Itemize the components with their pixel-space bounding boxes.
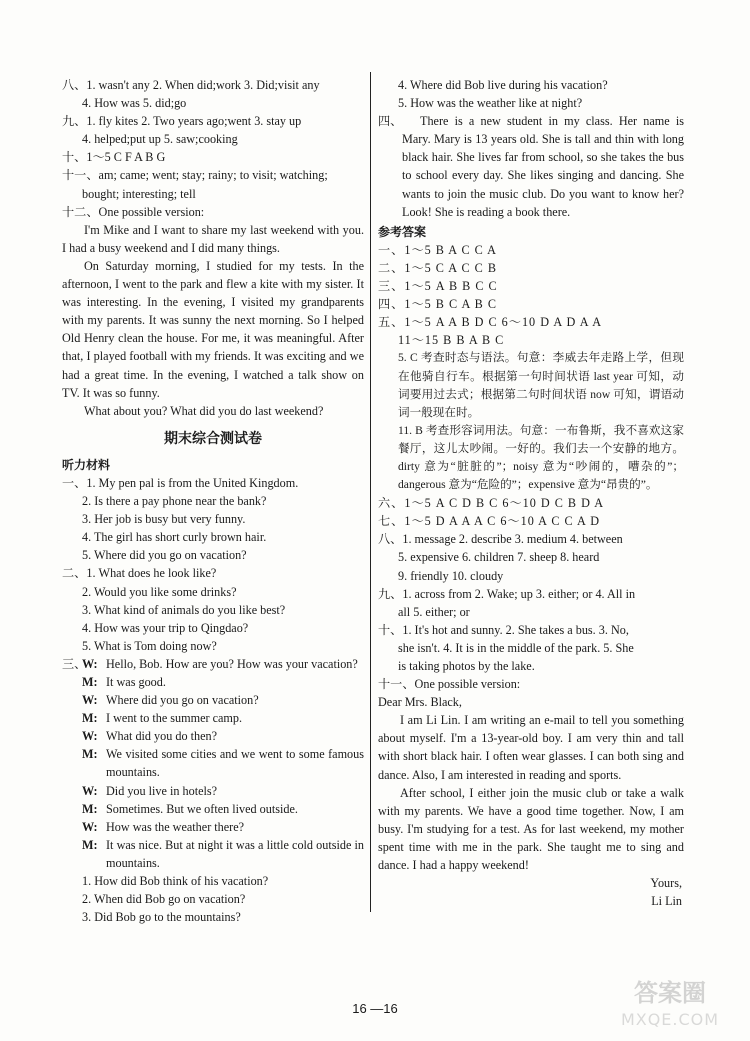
answer-note: 11. B 考查形容词用法。句意：一布鲁斯，我不喜欢这家餐厅，这儿太吵闹。一好的。我们去一个安静的地方。dirty 意为“脏脏的”；noisy 意为“吵闹的，嘈杂的”；dangerous 意为“危险的”；expensive 意为“昂贵的”。 <box>398 423 684 492</box>
exercise-10: 十、1～5 C F A B G <box>62 150 166 165</box>
exercise-12-heading: 十二、One possible version: <box>62 204 205 219</box>
text-line: bought; interesting; tell <box>82 186 196 201</box>
list-item: 1. How did Bob think of his vacation? <box>82 874 269 889</box>
list-item: 3. Did Bob go to the mountains? <box>82 910 241 925</box>
dialog-text: Did you live in hotels? <box>106 783 218 798</box>
dialog-line <box>62 745 364 781</box>
speaker-label: M: <box>82 837 98 852</box>
answer-line: 十、1. It's hot and sunny. 2. She takes a bus. 3. No, <box>378 622 629 637</box>
dialog-text: Hello, Bob. How are you? How was your vacation? <box>106 656 358 671</box>
exercise-9 <box>62 112 364 148</box>
section-label: 三、 <box>62 656 87 671</box>
listening-part-1 <box>62 474 364 564</box>
dialog-text: It was good. <box>106 675 166 689</box>
speaker-label: W: <box>82 819 98 834</box>
answer-key-heading: 参考答案 <box>378 224 427 239</box>
speaker-label: W: <box>82 783 98 798</box>
exercise-11 <box>62 166 364 202</box>
dialog-line <box>62 800 364 818</box>
letter-closing: Yours, <box>650 876 682 891</box>
dialog-text: Where did you go on vacation? <box>106 693 259 708</box>
right-column <box>368 76 684 910</box>
answer-line: she isn't. 4. It is in the middle of the park. 5. She <box>398 640 634 655</box>
list-item: 4. Where did Bob live during his vacation? <box>398 78 608 92</box>
dialog-line <box>62 691 364 709</box>
essay-paragraph: What about you? What did you do last weekend? <box>84 403 324 418</box>
text-line: 八、1. wasn't any 2. When did;work 3. Did;visit any <box>62 78 320 92</box>
speaker-label: M: <box>82 801 98 816</box>
answer-line: 九、1. across from 2. Wake; up 3. either; or 4. All in <box>378 586 636 601</box>
text-line: 4. How was 5. did;go <box>82 96 187 111</box>
speaker-label: W: <box>82 729 98 744</box>
dialog-text: Sometimes. But we often lived outside. <box>106 801 298 816</box>
passage-text: There is a new student in my class. Her name is Mary. Mary is 13 years old. She is tall and thin with long black hair. She lives far from school, so she takes the bus to school every day. She likes singing and dancing. She wants to join the music club. Do you want to know her? Look! She is reading a book there. <box>402 114 684 219</box>
watermark-logo <box>600 973 740 1033</box>
watermark-sub: MXQE.COM <box>620 1010 720 1029</box>
answer-line: 八、1. message 2. describe 3. medium 4. between <box>378 532 623 547</box>
listening-part-2 <box>62 564 364 654</box>
essay-paragraph: I'm Mike and I want to share my last weekend with you. I had a busy weekend and I did many things. <box>62 222 364 255</box>
list-item: 5. Where did you go on vacation? <box>82 548 247 563</box>
answer-note: 5. C 考查时态与语法。句意：李威去年走路上学，但现在他骑自行车。根据第一句时间状语 last year 可知，动词要用过去式；根据第二句时间状语 now 可知，谓语动词一般现在时。 <box>398 351 684 419</box>
left-column <box>62 76 364 926</box>
section-label: 四、 <box>378 114 403 129</box>
answer-line: 十一、One possible version: <box>378 677 521 692</box>
answer-line: all 5. either; or <box>398 604 470 619</box>
answer-line: is taking photos by the lake. <box>398 659 535 673</box>
dialog-line <box>62 727 364 745</box>
dialog-line <box>62 709 364 727</box>
speaker-label: M: <box>82 711 98 726</box>
speaker-label: W: <box>82 693 98 708</box>
dialog-line <box>62 818 364 836</box>
list-item: 2. Would you like some drinks? <box>82 584 237 599</box>
speaker-label: M: <box>82 675 98 689</box>
dialog <box>62 655 364 872</box>
answer-line: 七、1～5 D A A A C 6～10 A C C A D <box>378 514 600 529</box>
exam-title: 期末综合测试卷 <box>164 430 262 447</box>
answer-line: 一、1～5 B A C C A <box>378 242 497 257</box>
speaker-label: W: <box>82 656 98 671</box>
list-item: 5. How was the weather like at night? <box>398 96 583 111</box>
essay-paragraph: On Saturday morning, I studied for my tests. In the afternoon, I went to the park and flew a kite with my sister. It was interesting. In the evening, I visited my grandparents with my parents. It was sunny the next morning. So I helped Old Henry clean the house. For me, it was meaningful. After that, I played football with my friends. It was exciting and we had a great time. In the evening, I watched a talk show on TV. It was so funny. <box>62 258 364 400</box>
answer-line: 5. expensive 6. children 7. sheep 8. heard <box>398 550 600 565</box>
dialog-text: How was the weather there? <box>106 819 245 834</box>
dialog-questions <box>62 872 364 926</box>
dialog-text: I went to the summer camp. <box>106 711 243 726</box>
letter-salutation: Dear Mrs. Black, <box>378 695 462 710</box>
listening-heading: 听力材料 <box>62 457 111 472</box>
dialog-line <box>62 673 364 691</box>
watermark-main: 答案圈 <box>634 979 706 1007</box>
list-item: 4. How was your trip to Qingdao? <box>82 620 249 635</box>
text-line: 4. helped;put up 5. saw;cooking <box>82 132 238 147</box>
list-item: 2. Is there a pay phone near the bank? <box>82 494 267 509</box>
speaker-label: M: <box>82 747 98 762</box>
exercise-8 <box>62 76 364 112</box>
list-item: 3. What kind of animals do you like best? <box>82 602 286 617</box>
list-item: 5. What is Tom doing now? <box>82 638 217 653</box>
answer-line: 二、1～5 C A C C B <box>378 260 497 275</box>
dialog-text: We visited some cities and we went to some famous mountains. <box>106 747 364 780</box>
list-item: 3. Her job is busy but very funny. <box>82 512 246 527</box>
letter-signature: Li Lin <box>651 894 682 909</box>
answer-line: 六、1～5 A C D B C 6～10 D C B D A <box>378 496 605 511</box>
answer-line: 11～15 B B A B C <box>398 333 505 348</box>
list-item: 4. The girl has short curly brown hair. <box>82 530 267 545</box>
page-number: 16 —16 <box>352 1001 398 1016</box>
answer-line: 四、1～5 B C A B C <box>378 297 497 312</box>
letter-paragraph: I am Li Lin. I am writing an e-mail to tell you something about myself. I'm a 13-year-old boy. I am very thin and tall with short black hair. I often wear glasses. I can both sing and dance. Also, I am interested in reading and sports. <box>378 713 684 782</box>
dialog-line <box>62 836 364 872</box>
list-item: 2. When did Bob go on vacation? <box>82 892 246 907</box>
list-item: 一、1. My pen pal is from the United Kingdom. <box>62 475 299 490</box>
text-line: 九、1. fly kites 2. Two years ago;went 3. stay up <box>62 114 302 129</box>
answer-line: 三、1～5 A B B C C <box>378 279 498 294</box>
answer-line: 五、1～5 A A B D C 6～10 D A D A A <box>378 315 603 330</box>
text-line: 十一、am; came; went; stay; rainy; to visit; watching; <box>62 168 328 183</box>
dialog-text: It was nice. But at night it was a little cold outside in mountains. <box>106 837 364 870</box>
dialog-line <box>62 655 364 673</box>
exercise-4-passage <box>378 112 684 221</box>
list-item: 二、1. What does he look like? <box>62 566 217 581</box>
answer-line: 9. friendly 10. cloudy <box>398 568 504 583</box>
dialog-line <box>62 782 364 800</box>
letter-paragraph: After school, I either join the music club or take a walk with my parents. We have a good time together. Now, I am busy. I'm studying for a test. As for last weekend, my mother spent time with me in the park. She taught me to sing and dance. I had a happy weekend! <box>378 785 684 873</box>
dialog-text: What did you do then? <box>106 729 218 744</box>
